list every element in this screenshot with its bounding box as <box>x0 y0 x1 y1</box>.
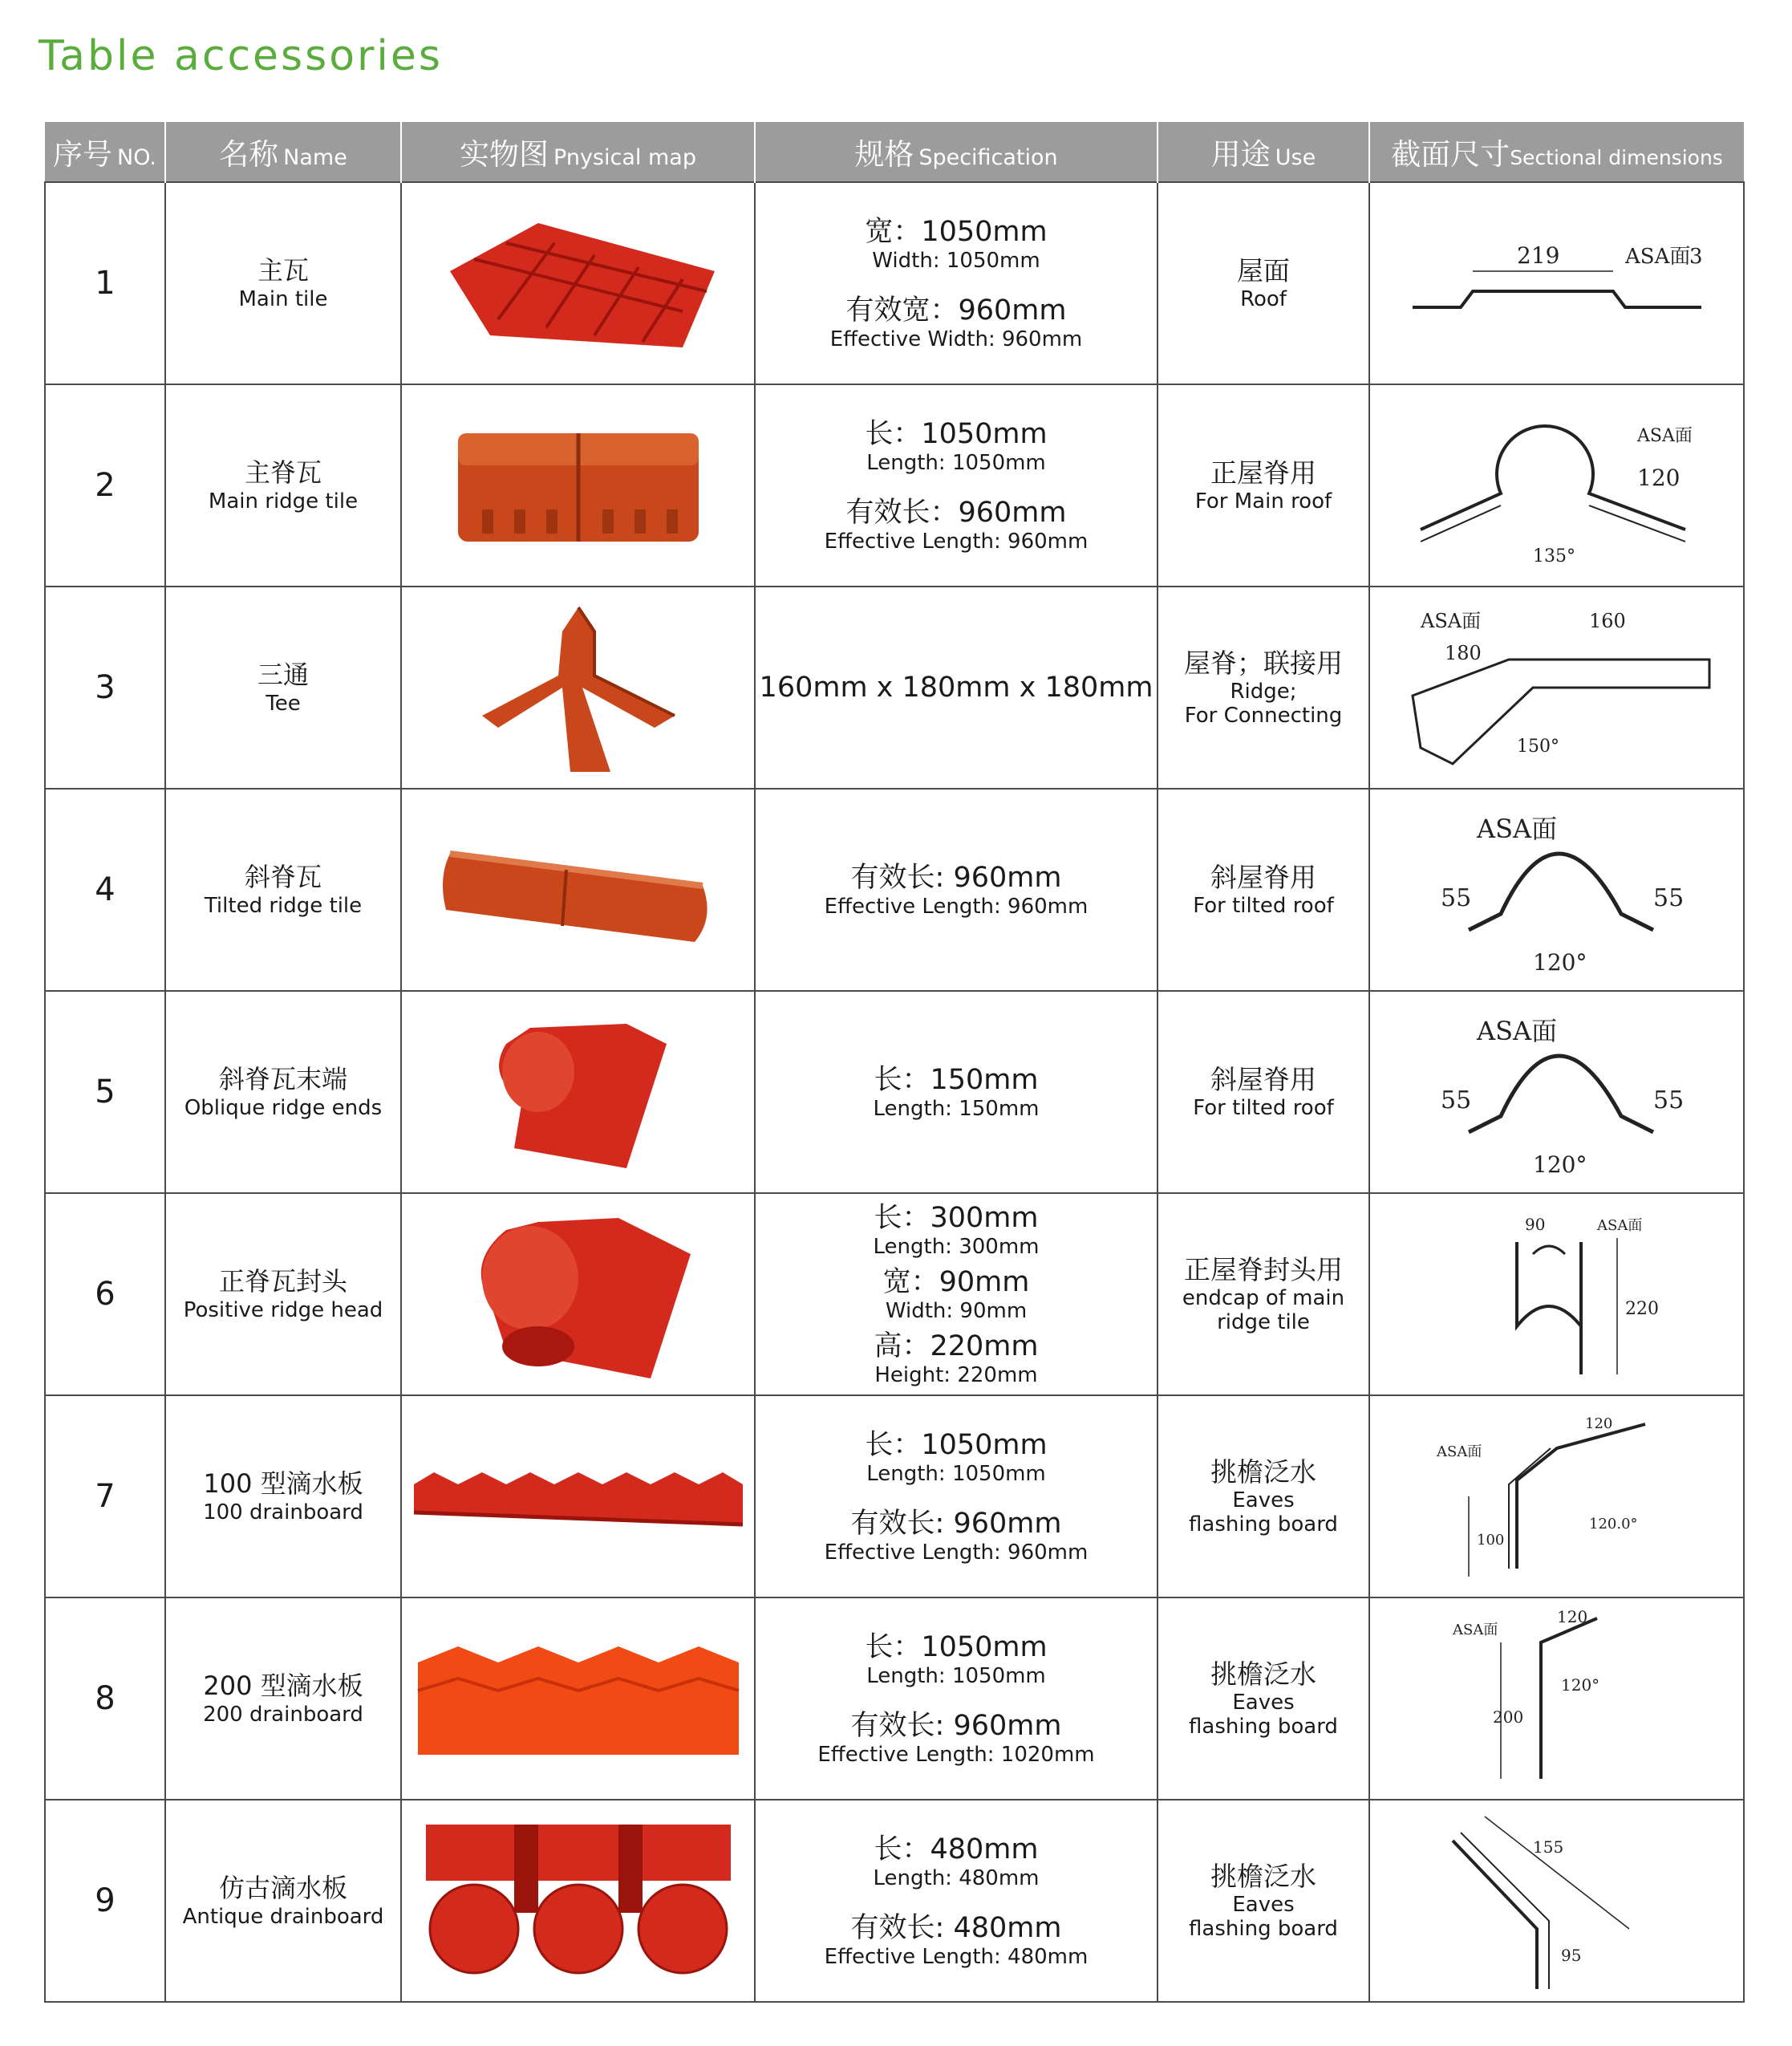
row-number: 3 <box>45 587 165 789</box>
header-use: 用途 Use <box>1158 122 1369 182</box>
sectional-diagram <box>1369 1597 1744 1800</box>
item-name: 主瓦 Main tile <box>165 182 401 384</box>
product-image <box>401 182 755 384</box>
svg-text:ASA面: ASA面 <box>1636 426 1693 446</box>
svg-text:120: 120 <box>1636 465 1680 491</box>
header-no: 序号 NO. <box>45 122 165 182</box>
item-name: 三通 Tee <box>165 587 401 789</box>
table-row <box>45 1395 1744 1597</box>
sectional-diagram <box>1369 991 1744 1193</box>
use: 正屋脊封头用 endcap of main ridge tile <box>1158 1193 1369 1395</box>
header-specification: 规格 Specification <box>755 122 1158 182</box>
sectional-diagram <box>1369 789 1744 991</box>
table-row <box>45 991 1744 1193</box>
use: 正屋脊用 For Main roof <box>1158 384 1369 587</box>
svg-text:120°: 120° <box>1532 949 1587 976</box>
header-row <box>45 122 1744 182</box>
row-number: 9 <box>45 1800 165 2002</box>
item-name: 100 型滴水板 100 drainboard <box>165 1395 401 1597</box>
row-number: 6 <box>45 1193 165 1395</box>
svg-text:55: 55 <box>1652 1086 1684 1114</box>
svg-text:90: 90 <box>1524 1215 1545 1234</box>
specification: 长：1050mm Length: 1050mm 有效长：960mm Effective Length: 960mm <box>755 384 1158 587</box>
sectional-diagram <box>1369 1193 1744 1395</box>
sectional-diagram <box>1369 1395 1744 1597</box>
row-number: 1 <box>45 182 165 384</box>
item-name: 主脊瓦 Main ridge tile <box>165 384 401 587</box>
item-name: 200 型滴水板 200 drainboard <box>165 1597 401 1800</box>
row-number: 8 <box>45 1597 165 1800</box>
svg-text:155: 155 <box>1532 1837 1563 1857</box>
table-row <box>45 384 1744 587</box>
svg-text:220: 220 <box>1624 1299 1659 1319</box>
svg-text:55: 55 <box>1440 1086 1471 1114</box>
use: 挑檐泛水 Eaves flashing board <box>1158 1395 1369 1597</box>
specification: 长：1050mm Length: 1050mm 有效长: 960mm Effective Length: 1020mm <box>755 1597 1158 1800</box>
sectional-diagram <box>1369 587 1744 789</box>
use: 屋面 Roof <box>1158 182 1369 384</box>
svg-text:ASA面: ASA面 <box>1596 1217 1642 1234</box>
product-image <box>401 587 755 789</box>
svg-text:135°: 135° <box>1532 546 1575 566</box>
row-number: 2 <box>45 384 165 587</box>
svg-text:120°: 120° <box>1560 1675 1599 1695</box>
use: 挑檐泛水 Eaves flashing board <box>1158 1800 1369 2002</box>
accessories-table <box>44 122 1745 2003</box>
svg-text:120.0°: 120.0° <box>1588 1516 1638 1532</box>
specification: 长：480mm Length: 480mm 有效长: 480mm Effective Length: 480mm <box>755 1800 1158 2002</box>
item-name: 正脊瓦封头 Positive ridge head <box>165 1193 401 1395</box>
svg-text:3: 3 <box>1689 245 1703 269</box>
table-row <box>45 1800 1744 2002</box>
sectional-diagram <box>1369 1800 1744 2002</box>
svg-text:ASA面: ASA面 <box>1476 814 1557 844</box>
tilted-ridge-tile-image <box>438 830 719 950</box>
drainboard-100-image <box>410 1456 747 1537</box>
sectional-diagram <box>1369 182 1744 384</box>
header-physical-map: 实物图 Pnysical map <box>401 122 755 182</box>
table-row <box>45 789 1744 991</box>
svg-text:160: 160 <box>1588 610 1626 632</box>
table-row <box>45 1193 1744 1395</box>
main-ridge-tile-image <box>450 417 707 554</box>
svg-text:120: 120 <box>1556 1610 1587 1626</box>
product-image <box>401 1597 755 1800</box>
svg-text:200: 200 <box>1492 1707 1523 1727</box>
svg-text:55: 55 <box>1652 884 1684 912</box>
item-name: 斜脊瓦 Tilted ridge tile <box>165 789 401 991</box>
specification: 长：300mm Length: 300mm 宽：90mm Width: 90mm 高：220mm Height: 220mm <box>755 1193 1158 1395</box>
table-row <box>45 1597 1744 1800</box>
product-image <box>401 1395 755 1597</box>
use: 屋脊；联接用 Ridge; For Connecting <box>1158 587 1369 789</box>
specification: 有效长: 960mm Effective Length: 960mm <box>755 789 1158 991</box>
sectional-diagram <box>1369 384 1744 587</box>
product-image <box>401 991 755 1193</box>
table-row <box>45 182 1744 384</box>
svg-text:ASA面: ASA面 <box>1476 1016 1557 1046</box>
svg-text:ASA面: ASA面 <box>1436 1443 1482 1460</box>
svg-text:95: 95 <box>1560 1946 1581 1965</box>
main-tile-image <box>442 215 715 351</box>
item-name: 斜脊瓦末端 Oblique ridge ends <box>165 991 401 1193</box>
svg-text:150°: 150° <box>1516 737 1559 757</box>
svg-text:120°: 120° <box>1532 1151 1587 1178</box>
svg-text:100: 100 <box>1476 1532 1504 1549</box>
specification: 宽：1050mm Width: 1050mm 有效宽：960mm Effective Width: 960mm <box>755 182 1158 384</box>
item-name: 仿古滴水板 Antique drainboard <box>165 1800 401 2002</box>
row-number: 4 <box>45 789 165 991</box>
positive-ridge-head-image <box>458 1206 699 1382</box>
specification: 长：150mm Length: 150mm <box>755 991 1158 1193</box>
svg-text:180: 180 <box>1444 642 1482 664</box>
use: 斜屋脊用 For tilted roof <box>1158 789 1369 991</box>
header-name: 名称 Name <box>165 122 401 182</box>
row-number: 5 <box>45 991 165 1193</box>
product-image <box>401 789 755 991</box>
svg-text:219: 219 <box>1516 242 1559 269</box>
product-image <box>401 1193 755 1395</box>
oblique-ridge-end-image <box>482 1012 675 1172</box>
antique-drainboard-image <box>418 1809 739 1993</box>
specification: 长：1050mm Length: 1050mm 有效长: 960mm Effective Length: 960mm <box>755 1395 1158 1597</box>
svg-text:120: 120 <box>1584 1415 1612 1432</box>
drainboard-200-image <box>410 1634 747 1763</box>
use: 斜屋脊用 For tilted roof <box>1158 991 1369 1193</box>
use: 挑檐泛水 Eaves flashing board <box>1158 1597 1369 1800</box>
header-sectional-dimensions: 截面尺寸Sectional dimensions <box>1369 122 1744 182</box>
specification: 160mm x 180mm x 180mm <box>755 587 1158 789</box>
row-number: 7 <box>45 1395 165 1597</box>
product-image <box>401 1800 755 2002</box>
tee-image <box>474 599 683 776</box>
svg-text:55: 55 <box>1440 884 1471 912</box>
page-title: Table accessories <box>39 32 443 80</box>
product-image <box>401 384 755 587</box>
svg-text:ASA面: ASA面 <box>1452 1622 1498 1638</box>
svg-text:ASA面: ASA面 <box>1624 245 1690 269</box>
svg-text:ASA面: ASA面 <box>1420 610 1481 632</box>
table-row <box>45 587 1744 789</box>
